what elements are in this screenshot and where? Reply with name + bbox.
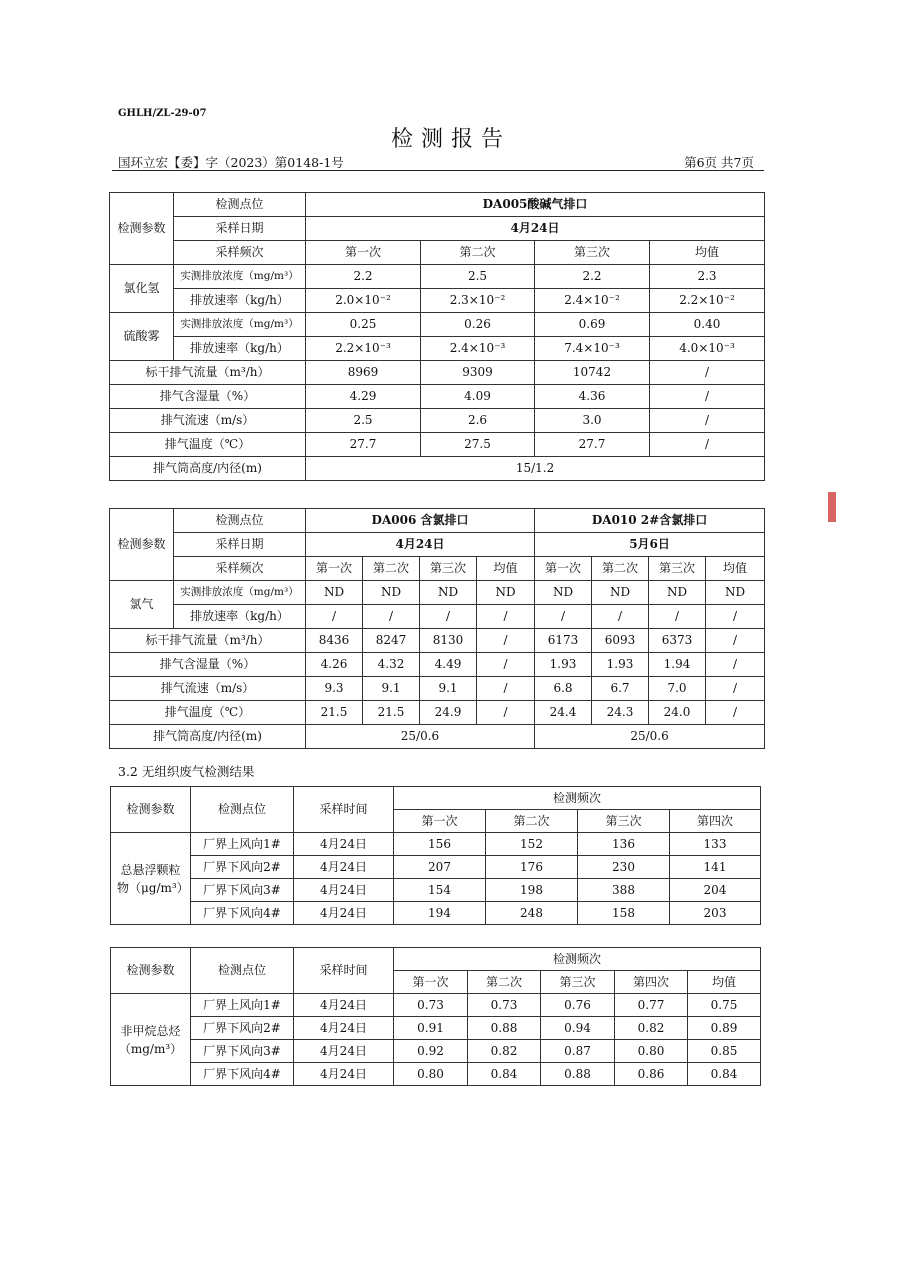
cell: / xyxy=(477,629,535,653)
cell: 0.73 xyxy=(394,994,468,1017)
row-label: 排放速率（kg/h） xyxy=(174,337,306,361)
point-label: 检测点位 xyxy=(174,509,306,533)
cell: 9.1 xyxy=(420,677,477,701)
cell: 厂界上风向1# xyxy=(191,994,294,1017)
cell: 2.6 xyxy=(421,409,535,433)
page-title: 检测报告 xyxy=(390,127,511,152)
pollutant-name: 氯化氢 xyxy=(110,265,174,313)
table-da005 xyxy=(109,192,765,481)
cell: 388 xyxy=(578,879,670,902)
cell: / xyxy=(706,701,765,725)
time-header: 采样时间 xyxy=(294,948,394,994)
freq-header: 第四次 xyxy=(615,971,688,994)
freq-label: 采样频次 xyxy=(174,241,306,265)
cell: 0.94 xyxy=(541,1017,615,1040)
document-code: GHLH/ZL-29-07 xyxy=(118,108,207,119)
param-header: 检测参数 xyxy=(111,948,191,994)
cell: / xyxy=(477,653,535,677)
cell: 0.86 xyxy=(615,1063,688,1086)
cell: 4.32 xyxy=(363,653,420,677)
cell: 2.5 xyxy=(306,409,421,433)
row-label: 排气温度（℃） xyxy=(110,701,306,725)
row-label: 标干排气流量（m³/h） xyxy=(110,629,306,653)
cell: / xyxy=(650,409,765,433)
cell: 2.0×10⁻² xyxy=(306,289,421,313)
cell: 15/1.2 xyxy=(306,457,765,481)
freq-header: 第二次 xyxy=(486,810,578,833)
cell: 6093 xyxy=(592,629,649,653)
cell: 176 xyxy=(486,856,578,879)
freq-header: 均值 xyxy=(477,557,535,581)
freq-header: 检测频次 xyxy=(394,948,761,971)
cell: / xyxy=(420,605,477,629)
freq-header: 第三次 xyxy=(578,810,670,833)
row-label: 实测排放浓度（mg/m³） xyxy=(174,581,306,605)
cell: 158 xyxy=(578,902,670,925)
row-label: 排气含湿量（%） xyxy=(110,385,306,409)
cell: 25/0.6 xyxy=(535,725,765,749)
cell: 152 xyxy=(486,833,578,856)
cell: 0.84 xyxy=(688,1063,761,1086)
cell: 0.88 xyxy=(468,1017,541,1040)
cell: 2.2×10⁻³ xyxy=(306,337,421,361)
param-name: 总悬浮颗粒物（μg/m³） xyxy=(111,833,191,925)
freq-header: 均值 xyxy=(688,971,761,994)
cell: / xyxy=(363,605,420,629)
cell: 194 xyxy=(394,902,486,925)
cell: 1.93 xyxy=(535,653,592,677)
cell: 24.0 xyxy=(649,701,706,725)
cell: 10742 xyxy=(535,361,650,385)
cell: 25/0.6 xyxy=(306,725,535,749)
cell: 0.69 xyxy=(535,313,650,337)
freq-header: 均值 xyxy=(650,241,765,265)
freq-header: 第三次 xyxy=(420,557,477,581)
param-header: 检测参数 xyxy=(110,193,174,265)
cell: 4月24日 xyxy=(294,833,394,856)
cell: 9.1 xyxy=(363,677,420,701)
cell: / xyxy=(477,701,535,725)
cell: 27.7 xyxy=(535,433,650,457)
cell: 8130 xyxy=(420,629,477,653)
param-header: 检测参数 xyxy=(110,509,174,581)
cell: 0.26 xyxy=(421,313,535,337)
param-name: 非甲烷总烃（mg/m³） xyxy=(111,994,191,1086)
cell: ND xyxy=(706,581,765,605)
pollutant-name: 硫酸雾 xyxy=(110,313,174,361)
cell: 156 xyxy=(394,833,486,856)
cell: / xyxy=(706,653,765,677)
cell: 厂界上风向1# xyxy=(191,833,294,856)
seal-fragment-mark xyxy=(828,492,836,522)
cell: / xyxy=(306,605,363,629)
section-heading: 3.2 无组织废气检测结果 xyxy=(118,764,255,779)
cell: 133 xyxy=(670,833,761,856)
row-label: 排气筒高度/内径(m) xyxy=(110,457,306,481)
point-value: DA006 含氯排口 xyxy=(306,509,535,533)
cell: 4月24日 xyxy=(294,856,394,879)
row-label: 排气流速（m/s） xyxy=(110,409,306,433)
cell: 2.2 xyxy=(306,265,421,289)
freq-header: 第三次 xyxy=(535,241,650,265)
cell: ND xyxy=(535,581,592,605)
cell: 4月24日 xyxy=(294,1017,394,1040)
cell: 8969 xyxy=(306,361,421,385)
cell: 136 xyxy=(578,833,670,856)
row-label: 实测排放浓度（mg/m³） xyxy=(174,265,306,289)
point-value: DA005酸碱气排口 xyxy=(306,193,765,217)
table-tsp xyxy=(110,786,761,925)
cell: 198 xyxy=(486,879,578,902)
cell: / xyxy=(477,605,535,629)
freq-header: 均值 xyxy=(706,557,765,581)
cell: 4.09 xyxy=(421,385,535,409)
page-number: 第6页 共7页 xyxy=(684,155,754,170)
cell: 厂界下风向4# xyxy=(191,902,294,925)
cell: 6373 xyxy=(649,629,706,653)
cell: 0.92 xyxy=(394,1040,468,1063)
cell: 0.91 xyxy=(394,1017,468,1040)
cell: 4.29 xyxy=(306,385,421,409)
cell: 2.2×10⁻² xyxy=(650,289,765,313)
cell: 0.75 xyxy=(688,994,761,1017)
cell: 4.49 xyxy=(420,653,477,677)
cell: 2.4×10⁻² xyxy=(535,289,650,313)
freq-header: 第三次 xyxy=(649,557,706,581)
cell: 0.84 xyxy=(468,1063,541,1086)
param-header: 检测参数 xyxy=(111,787,191,833)
cell: 9309 xyxy=(421,361,535,385)
freq-header: 第二次 xyxy=(468,971,541,994)
freq-header: 第二次 xyxy=(592,557,649,581)
freq-header: 第一次 xyxy=(535,557,592,581)
cell: 7.0 xyxy=(649,677,706,701)
table-nmhc xyxy=(110,947,761,1086)
cell: / xyxy=(535,605,592,629)
cell: 0.25 xyxy=(306,313,421,337)
cell: 248 xyxy=(486,902,578,925)
row-label: 排气含湿量（%） xyxy=(110,653,306,677)
cell: 0.87 xyxy=(541,1040,615,1063)
date-label: 采样日期 xyxy=(174,533,306,557)
cell: 0.73 xyxy=(468,994,541,1017)
freq-label: 采样频次 xyxy=(174,557,306,581)
cell: 0.82 xyxy=(468,1040,541,1063)
point-value: DA010 2#含氯排口 xyxy=(535,509,765,533)
time-header: 采样时间 xyxy=(294,787,394,833)
cell: 0.88 xyxy=(541,1063,615,1086)
row-label: 排放速率（kg/h） xyxy=(174,605,306,629)
cell: 207 xyxy=(394,856,486,879)
cell: ND xyxy=(306,581,363,605)
freq-header: 第二次 xyxy=(363,557,420,581)
cell: 2.3×10⁻² xyxy=(421,289,535,313)
cell: / xyxy=(650,433,765,457)
freq-header: 第一次 xyxy=(394,810,486,833)
header-divider xyxy=(112,170,764,171)
cell: ND xyxy=(363,581,420,605)
cell: 4.26 xyxy=(306,653,363,677)
date-value: 4月24日 xyxy=(306,217,765,241)
cell: ND xyxy=(592,581,649,605)
date-label: 采样日期 xyxy=(174,217,306,241)
cell: ND xyxy=(420,581,477,605)
date-value: 4月24日 xyxy=(306,533,535,557)
cell: 0.82 xyxy=(615,1017,688,1040)
cell: 厂界下风向2# xyxy=(191,1017,294,1040)
cell: 7.4×10⁻³ xyxy=(535,337,650,361)
cell: 21.5 xyxy=(363,701,420,725)
cell: 24.9 xyxy=(420,701,477,725)
cell: / xyxy=(477,677,535,701)
row-label: 排气筒高度/内径(m) xyxy=(110,725,306,749)
cell: / xyxy=(650,361,765,385)
cell: / xyxy=(706,605,765,629)
cell: 0.76 xyxy=(541,994,615,1017)
cell: 9.3 xyxy=(306,677,363,701)
cell: 27.5 xyxy=(421,433,535,457)
row-label: 标干排气流量（m³/h） xyxy=(110,361,306,385)
cell: 2.2 xyxy=(535,265,650,289)
freq-header: 第三次 xyxy=(541,971,615,994)
cell: 0.80 xyxy=(394,1063,468,1086)
cell: 27.7 xyxy=(306,433,421,457)
cell: 4月24日 xyxy=(294,879,394,902)
cell: 0.77 xyxy=(615,994,688,1017)
cell: 3.0 xyxy=(535,409,650,433)
cell: 0.40 xyxy=(650,313,765,337)
cell: 2.4×10⁻³ xyxy=(421,337,535,361)
freq-header: 第一次 xyxy=(394,971,468,994)
cell: 1.93 xyxy=(592,653,649,677)
freq-header: 第一次 xyxy=(306,241,421,265)
cell: 24.3 xyxy=(592,701,649,725)
cell: 203 xyxy=(670,902,761,925)
cell: 230 xyxy=(578,856,670,879)
cell: 6.8 xyxy=(535,677,592,701)
cell: / xyxy=(650,385,765,409)
cell: 1.94 xyxy=(649,653,706,677)
cell: 厂界下风向3# xyxy=(191,1040,294,1063)
cell: 2.3 xyxy=(650,265,765,289)
freq-header: 检测频次 xyxy=(394,787,761,810)
cell: 6173 xyxy=(535,629,592,653)
row-label: 排气流速（m/s） xyxy=(110,677,306,701)
freq-header: 第二次 xyxy=(421,241,535,265)
row-label: 排气温度（℃） xyxy=(110,433,306,457)
cell: 厂界下风向3# xyxy=(191,879,294,902)
freq-header: 第四次 xyxy=(670,810,761,833)
row-label: 实测排放浓度（mg/m³） xyxy=(174,313,306,337)
cell: 4月24日 xyxy=(294,902,394,925)
cell: 4月24日 xyxy=(294,1040,394,1063)
cell: 4月24日 xyxy=(294,1063,394,1086)
cell: / xyxy=(706,677,765,701)
cell: 154 xyxy=(394,879,486,902)
cell: 0.85 xyxy=(688,1040,761,1063)
cell: 141 xyxy=(670,856,761,879)
cell: / xyxy=(706,629,765,653)
cell: / xyxy=(649,605,706,629)
point-label: 检测点位 xyxy=(174,193,306,217)
cell: 2.5 xyxy=(421,265,535,289)
pollutant-name: 氯气 xyxy=(110,581,174,629)
point-header: 检测点位 xyxy=(191,787,294,833)
cell: 4.36 xyxy=(535,385,650,409)
cell: 4.0×10⁻³ xyxy=(650,337,765,361)
cell: ND xyxy=(649,581,706,605)
cell: 8436 xyxy=(306,629,363,653)
cell: 0.80 xyxy=(615,1040,688,1063)
date-value: 5月6日 xyxy=(535,533,765,557)
cell: 24.4 xyxy=(535,701,592,725)
table-da006-da010 xyxy=(109,508,765,749)
point-header: 检测点位 xyxy=(191,948,294,994)
cell: 厂界下风向2# xyxy=(191,856,294,879)
cell: 6.7 xyxy=(592,677,649,701)
cell: 21.5 xyxy=(306,701,363,725)
cell: 4月24日 xyxy=(294,994,394,1017)
cell: 厂界下风向4# xyxy=(191,1063,294,1086)
freq-header: 第一次 xyxy=(306,557,363,581)
cell: 8247 xyxy=(363,629,420,653)
cell: 204 xyxy=(670,879,761,902)
row-label: 排放速率（kg/h） xyxy=(174,289,306,313)
cell: / xyxy=(592,605,649,629)
document-number: 国环立宏【委】字（2023）第0148-1号 xyxy=(118,155,344,170)
cell: ND xyxy=(477,581,535,605)
cell: 0.89 xyxy=(688,1017,761,1040)
